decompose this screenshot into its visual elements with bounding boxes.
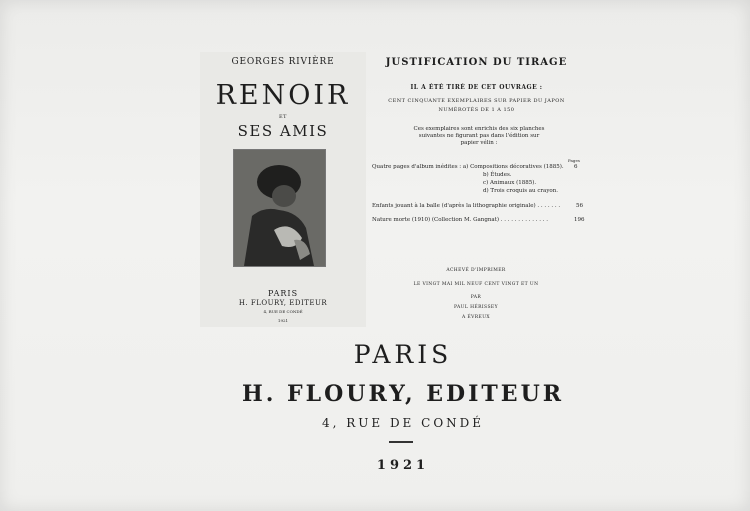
book-subtitle: SES AMIS [237,122,329,140]
description-line-1: Ces exemplaires sont enrichis des six planches [413,126,545,132]
footer-year: 1921 [376,458,430,473]
book-title: RENOIR [215,80,351,111]
justification-line-1: IL A ÉTÉ TIRÉ DE CET OUVRAGE : [410,84,543,91]
author-name: GEORGES RIVIÈRE [231,57,335,67]
justification-heading: JUSTIFICATION DU TIRAGE [385,57,568,68]
title-page-city: PARIS [267,289,299,298]
imprint-line-1: ACHEVÉ D'IMPRIMER [446,268,506,273]
imprint-line-4: PAUL HÉRISSEY [454,305,498,310]
conjunction-et: ET [279,114,287,120]
footer-address: 4, RUE DE CONDÉ [321,416,485,430]
title-page-address: 4, RUE DE CONDÉ [263,309,303,314]
page-number: 56 [576,203,583,209]
pages-label: Pages [568,158,580,163]
imprint-line-5: A ÉVREUX [461,315,491,320]
description-line-2: suivantes ne figurant pas dans l'édition sur [418,133,540,139]
title-page [200,52,366,327]
justification-description [400,126,558,147]
portrait-engraving [233,149,326,267]
list-item: c) Animaux (1885). [483,180,537,186]
imprint-line-2: LE VINGT MAI MIL NEUF CENT VINGT ET UN [413,282,539,287]
list-item: b) Études. [483,172,512,178]
footer-city: PARIS [353,340,453,369]
list-item: d) Trois croquis au crayon. [483,188,559,194]
list-item: Quatre pages d'album inédites : a) Compositions décoratives (1885). [372,164,564,170]
list-item: Nature morte (1910) (Collection M. Gangnat) . . . . . . . . . . . . . . [372,217,548,223]
page-number: 6 [574,164,578,170]
title-page-year: 1921 [277,318,289,323]
list-item: Enfants jouant à la balle (d'après la lithographie originale) . . . . . . . [372,203,561,209]
page-number: 196 [574,217,585,223]
divider-rule [389,441,413,443]
description-line-3: papier vélin : [460,140,498,146]
title-page-publisher: H. FLOURY, EDITEUR [238,299,328,307]
justification-line-3: NUMÉROTÉS DE 1 A 150 [438,107,515,113]
imprint-line-3: PAR [470,295,482,300]
justification-line-2: CENT CINQUANTE EXEMPLAIRES SUR PAPIER DU JAPON [388,98,565,104]
footer-publisher: H. FLOURY, EDITEUR [241,381,565,407]
